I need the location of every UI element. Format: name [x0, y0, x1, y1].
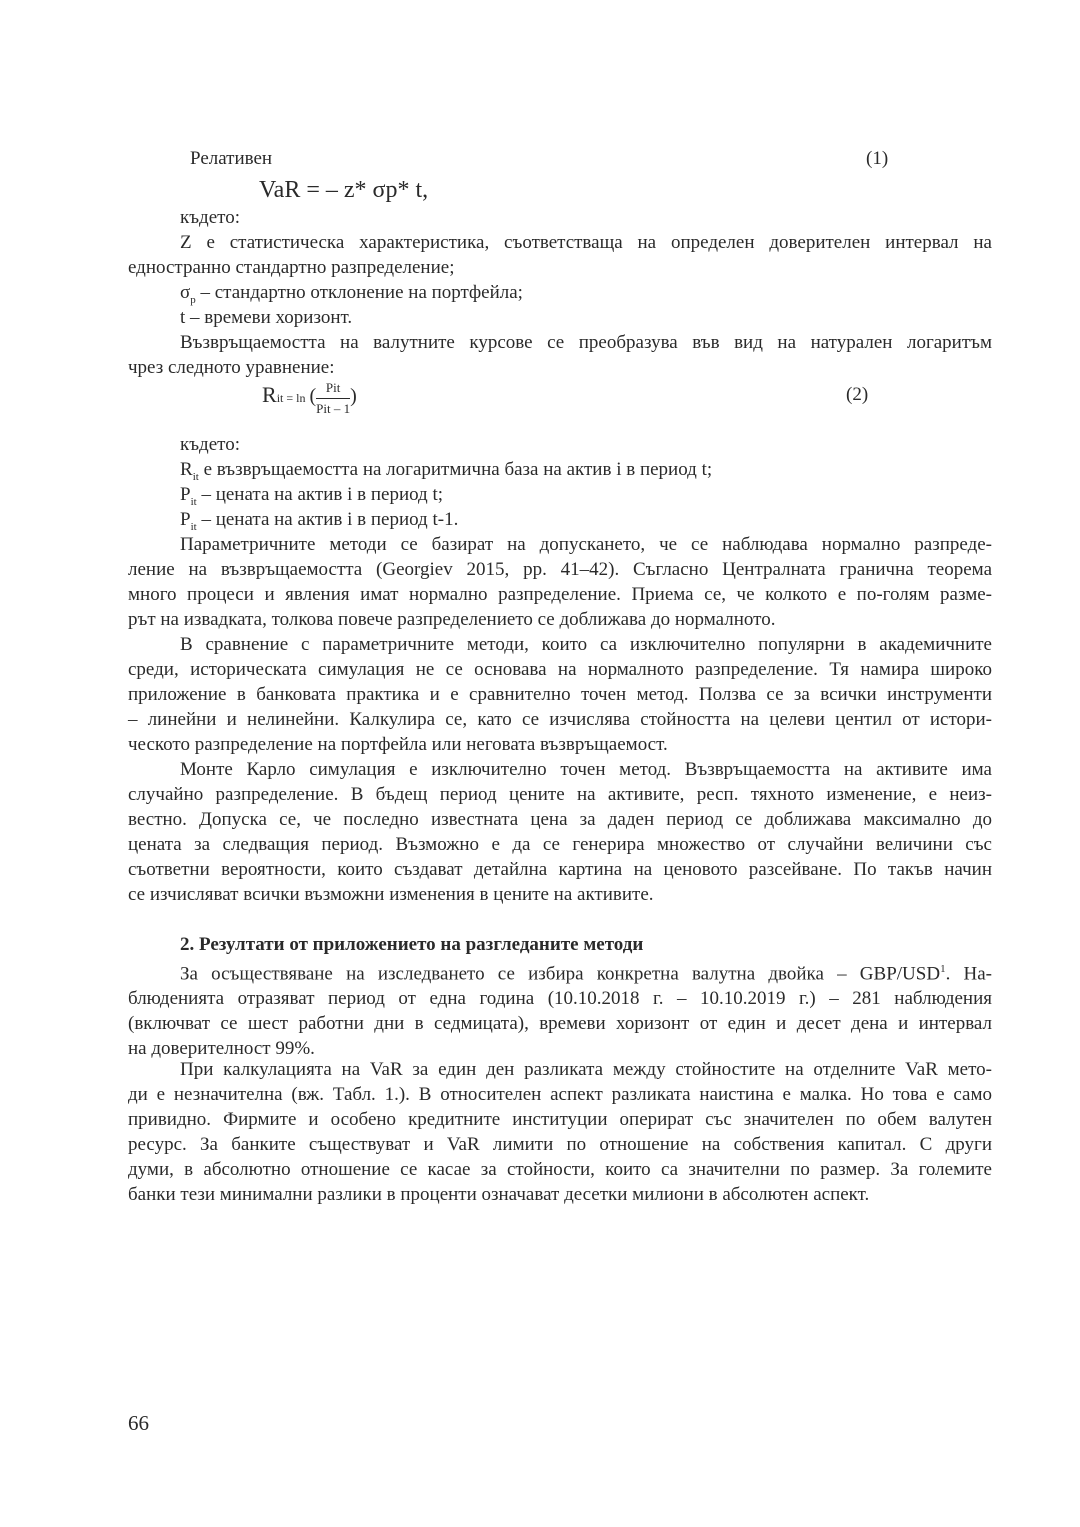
paragraph-results-2: При калкулацията на VaR за един ден разликата между стойностите на отделните VaR мето- ди е незначителна (вж. Табл. 1.). В относителен аспект разликата наистина е малка. Но това е само привидно. Фирмите и особено кредитните институции оперират със значителен по обем валутен ресурс. За банките съществуват и VaR лимити по отношение на собствения капитал. С други думи, в абсолютно отношение се касае за стойности, които са значителни по размер. За големите банки тези минимални разлики в проценти означават десетки милиони в абсолютен аспект. [128, 1059, 992, 1205]
paragraph-monte-carlo: Монте Карло симулация е изключително точен метод. Възвръщаемостта на активите има случайно разпределение. В бъдещ период цените на активите, респ. тяхното изменение, е неиз- вестно. Допуска се, че последно известната цена за даден период се доближава максимално до цената за следващия период. Възможно е да се генерира множество от случайни величини със съответни вероятности, които създават детайлна картина на ценовото разсейване. По такъв начин се изчисляват всички възможни изменения в цените на активите. [128, 759, 992, 905]
definition-rit: $R_{it}$ е възвръщаемостта на логаритмична база на актив i в период t; [180, 459, 713, 483]
page-number: 66 [128, 1411, 149, 1435]
paragraph-results-1: За осъществяване на изследването се избира конкретна валутна двойка – GBP/USD$^1$. На- блюденията отразяват период от една година (10.10.2018 г. – 10.10.2019 г.) – 281 наблюдения (включват се шест работни дни в седмицата), времеви хоризонт от един и десет дена и интервал на доверителност 99%. [128, 963, 992, 1060]
paragraph-historical: В сравнение с параметричните методи, които са изключително популярни в академичните среди, историческата симулация не се основава на нормалното разпределение. Тя намира широко приложение в банковата практика и е сравнително точен метод. Ползва се за всички инструменти – линейни и нелинейни. Калкулира се, като се изчислява стойността на целеви центил от истори- ческото разпределение на портфейла или неговата възвръщаемост. [128, 634, 992, 755]
definition-pit-2: $P_{it}$ – цената на актив i в период t-1. [180, 509, 459, 533]
where-label-2: където: [180, 434, 240, 455]
definition-t: t – времеви хоризонт. [180, 307, 353, 328]
paragraph-parametric: Параметричните методи се базират на допускането, че се наблюдава нормално разпреде- ление на възвръщаемостта (Georgiev 2015, pp. 41–42). Съгласно Централната гранична теорема много процеси и явления имат нормално разпределение. Приема се, че колкото е по-голям разме- рът на извадката, толкова повече разпределението се доближава до нормалното. [128, 534, 992, 630]
definition-z: Z е статистическа характеристика, съответстваща на определен доверителен интервал на едностранно стандартно разпределение; [128, 232, 992, 278]
equation-number-1: (1) [866, 148, 889, 169]
definition-pit-1: $P_{it}$ – цената на актив i в период t; [180, 484, 444, 508]
return-paragraph: Възвръщаемостта на валутните курсове се преобразува във вид на натурален логаритъм чрез следното уравнение: [128, 332, 992, 378]
fraction: $\frac{\text{Pit}}{\text{Pit – 1}}$ [316, 380, 351, 416]
footnote-ref: 1 [940, 963, 946, 975]
var-formula: VaR = – z* σp* t, [259, 177, 429, 203]
section-heading: 2. Резултати от приложението на разгледаните методи [180, 934, 644, 955]
where-label-1: където: [180, 207, 240, 228]
log-return-formula: Rit = ln ( $\frac{\text{Pit}}{\text{Pit – 1}}$ ) [262, 380, 357, 416]
definition-sigma: $\sigma_p$ – стандартно отклонение на портфейла; [180, 282, 523, 306]
formula-label: Релативен [190, 148, 273, 169]
equation-number-2: (2) [846, 384, 869, 405]
